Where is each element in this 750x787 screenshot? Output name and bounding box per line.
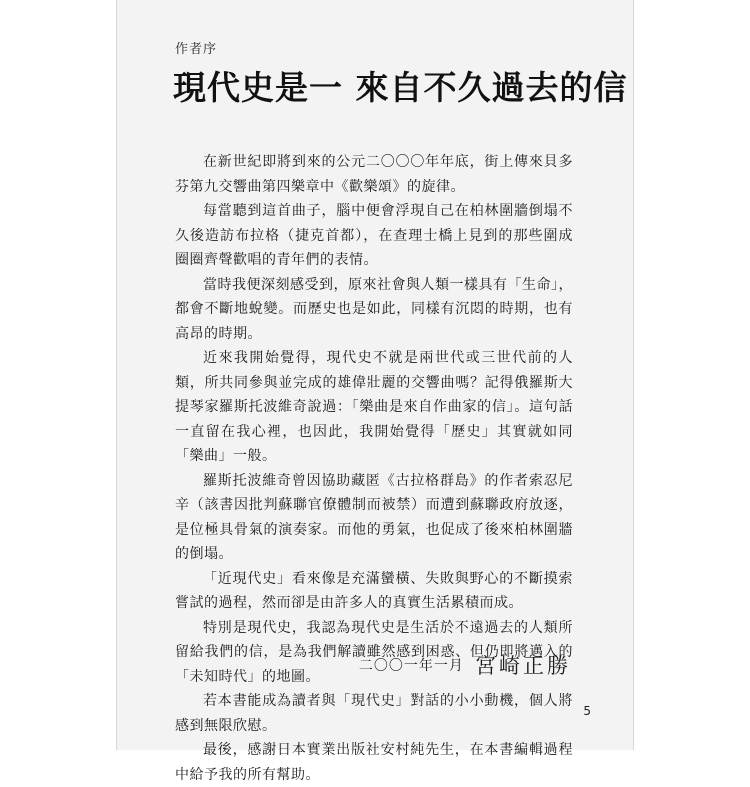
- section-label: 作者序: [175, 42, 218, 57]
- signature-date: 二〇〇一年一月: [358, 658, 464, 674]
- paragraph: 特別是現代史，我認為現代史是生活於不遠過去的人類所留給我們的信，是為我們解讀雖然感到困惑、但仍即將邁入的「未知時代」的地圖。: [175, 619, 573, 685]
- signature: [359, 650, 571, 680]
- page-number: 5: [583, 704, 591, 718]
- paragraph: 若本書能成為讀者與「現代史」對話的小小動機，個人將感到無限欣慰。: [175, 693, 573, 734]
- paragraph: 羅斯托波維奇曾因協助藏匿《古拉格群島》的作者索忍尼辛（該書因批判蘇聯官僚體制而被禁）而遭到蘇聯政府放逐，是位極具骨氣的演奏家。而他的勇氣，也促成了後來柏林圍牆的倒塌。: [175, 472, 573, 562]
- paragraph: 最後，感謝日本實業出版社安村純先生，在本書編輯過程中給予我的所有幫助。: [175, 742, 573, 783]
- paragraph: 近來我開始覺得，現代史不就是兩世代或三世代前的人類，所共同參與並完成的雄偉壯麗的交響曲嗎？記得俄羅斯大提琴家羅斯托波維奇說過：「樂曲是來自作曲家的信」。這句話一直留在我心裡，也因此，我開始覺得「歷史」其實就如同「樂曲」一般。: [175, 350, 573, 464]
- paragraph: 當時我便深刻感受到，原來社會與人類一樣具有「生命」，都會不斷地蛻變。而歷史也是如此，同樣有沉悶的時期，也有高昂的時期。: [175, 276, 573, 342]
- paragraph: 在新世紀即將到來的公元二〇〇〇年年底，街上傳來貝多芬第九交響曲第四樂章中《歡樂頌》的旋律。: [175, 154, 573, 195]
- paragraph: 「近現代史」看來像是充滿蠻橫、失敗與野心的不斷摸索嘗試的過程，然而卻是由許多人的真實生活累積而成。: [175, 570, 573, 611]
- body-text: [175, 150, 573, 787]
- paragraph: 每當聽到這首曲子，腦中便會浮現自己在柏林圍牆倒塌不久後造訪布拉格（捷克首都），在查理士橋上見到的那些圍成圈圈齊聲歡唱的青年們的表情。: [175, 203, 573, 268]
- signature-author: 宮崎正勝: [475, 654, 571, 678]
- book-page: [116, 0, 634, 783]
- page-title: 現代史是一 來自不久過去的信: [173, 68, 628, 107]
